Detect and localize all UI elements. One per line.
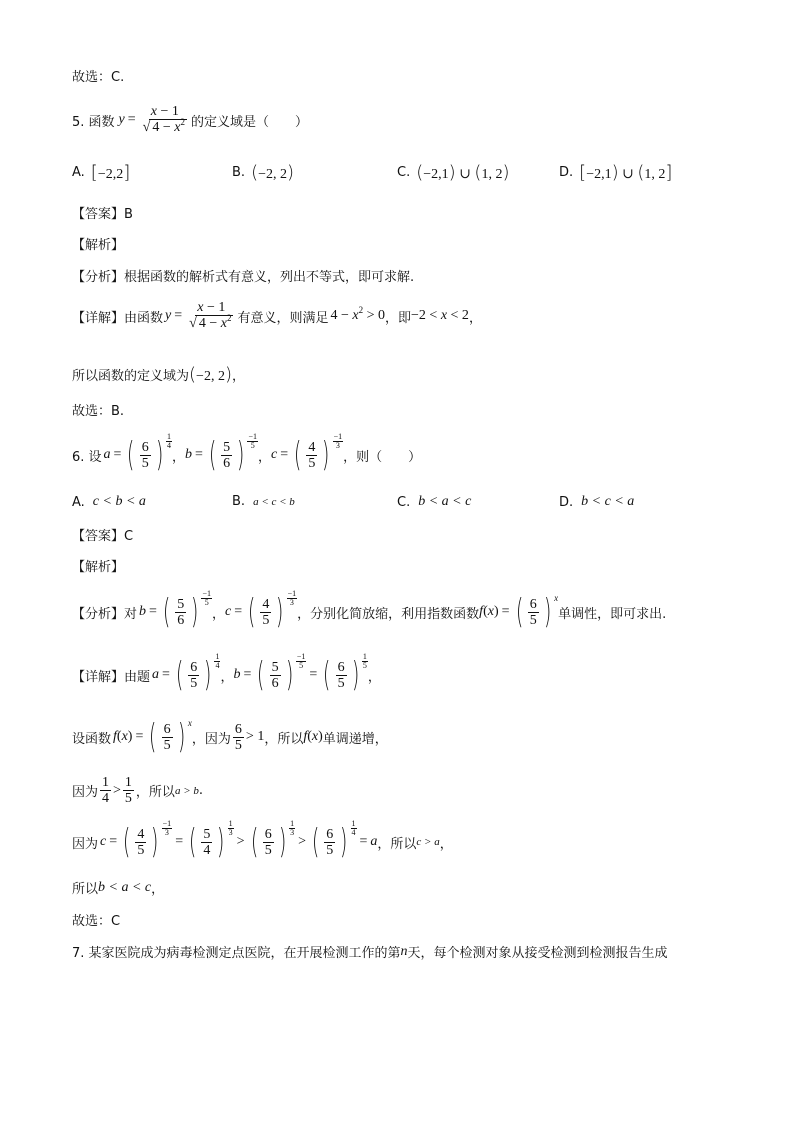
option-d: D. b < c < a (559, 494, 635, 510)
question-number: 5. 函数 (72, 114, 115, 130)
select-5: 故选：B. (72, 404, 125, 419)
math: = (127, 112, 136, 127)
domain-5: 所以函数的定义域为 (−2, 2) ， (72, 364, 245, 385)
detail-5: 【详解】由函数 y = $\frac{x - 1}{√ 4 - x^2}$ 有意义，则满足 $4 - x^2 > 0$ ，即 −2 < x < 2 ， (72, 300, 482, 331)
detail-6: 【详解】由题 a = ( $\frac{6}{5}$ ) $\frac{1}{4}$ ， b = ( $\frac{5}{6}$ ) $\frac{-1}{5}$ = ( $\frac{6}{5}$ ) $\frac{1}{5}$ ， (72, 651, 381, 695)
option-b: B. (−2, 2) (232, 162, 295, 183)
answer-5: 【答案】B (72, 207, 133, 222)
answer-6: 【答案】C (72, 529, 134, 544)
reason-1: 因为 $\frac{1}{4}$ > $\frac{1}{5}$ ，所以 a > b . (72, 775, 204, 806)
answer-select-line (72, 66, 124, 85)
analysis-heading-5: 【解析】 (72, 238, 125, 253)
question-text: 的定义域是（ ） (190, 114, 308, 130)
option-d: D. [−2,1) ∪ (1, 2] (559, 162, 673, 183)
analysis-6: 【分析】对 b = ( $\frac{5}{6}$ ) $\frac{-1}{5}$ ， c = ( $\frac{4}{5}$ ) $\frac{-1}{3}$ ，分别化简放缩，利用指数函数 f (x) = ( $\frac{6}{5}$ ) x 单调性，即可求出. (72, 588, 667, 632)
question-6-options (72, 494, 732, 514)
option-b: B. a < c < b (232, 494, 295, 509)
option-a: A. c < b < a (72, 494, 146, 510)
fraction: $\frac{x - 1}{√ 4 - x^2}$ (142, 104, 185, 135)
question-5-options (72, 162, 732, 182)
math: y (118, 112, 125, 127)
analysis-heading-6: 【解析】 (72, 560, 125, 575)
question-6: 6. 设 a = ( $\frac{6}{5}$ ) $\frac{1}{4}$ ， b = ( $\frac{5}{6}$ ) $\frac{-1}{5}$ ， c = ( $\frac{4}{5}$ ) $\frac{-1}{3}$ ，则（ ） (72, 431, 422, 475)
function-6: 设函数 f (x) = ( $\frac{6}{5}$ ) x ，因为 $\frac{6}{5}$ > 1 ，所以 f (x) 单调递增， (72, 717, 388, 757)
option-c: C. (−2,1) ∪ (1, 2) (397, 162, 510, 183)
question-7: 7. 某家医院成为病毒检测定点医院，在开展检测工作的第 n 天，每个检测对象从接受检测到检测报告生成 (72, 943, 668, 961)
conclusion-6: 所以 b < a < c ， (72, 879, 165, 897)
text: 故选：C. (72, 70, 125, 85)
question-5 (72, 104, 308, 136)
fraction: $\frac{x - 1}{√ 4 - x^2}$ (189, 300, 232, 331)
option-a: A. [−2,2] (72, 162, 131, 183)
analysis-5: 【分析】根据函数的解析式有意义，列出不等式，即可求解. (72, 270, 415, 285)
option-c: C. b < a < c (397, 494, 472, 510)
select-6: 故选：C (72, 914, 121, 929)
reason-2: 因为 c = ( $\frac{4}{5}$ ) $\frac{-1}{3}$ = ( $\frac{5}{4}$ ) $\frac{1}{3}$ > ( $\frac{6}{5}$ ) $\frac{1}{3}$ > ( $\frac{6}{5}$ ) $\frac{1}{4}$ = a ，所以 c > a ， (72, 818, 453, 862)
